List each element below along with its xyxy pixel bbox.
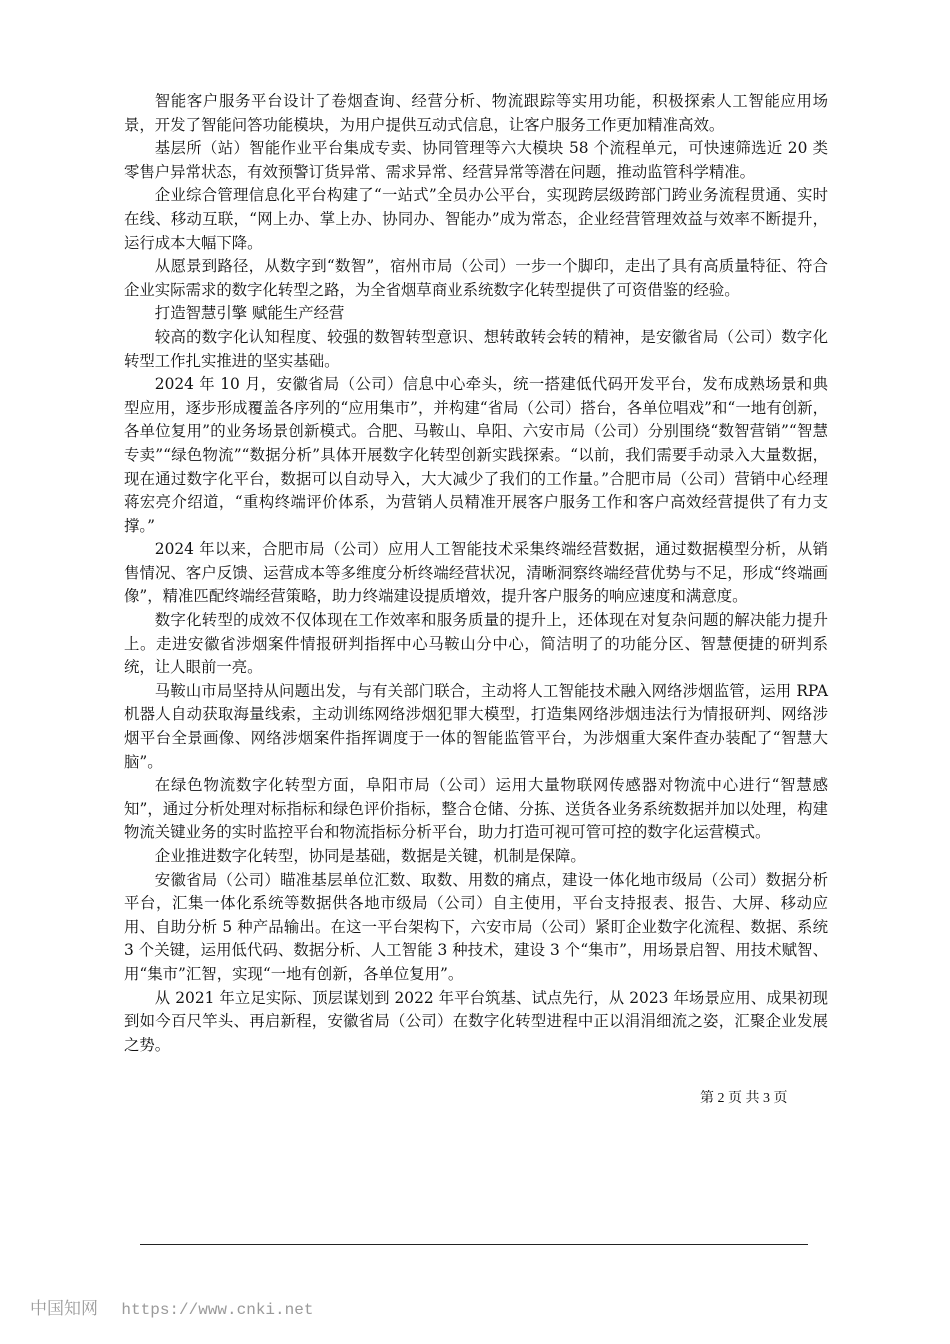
paragraph: 智能客户服务平台设计了卷烟查询、经营分析、物流跟踪等实用功能，积极探索人工智能应用场景，开发了智能问答功能模块，为用户提供互动式信息，让客户服务工作更加精准高效。 <box>124 92 828 134</box>
paragraph: 基层所（站）智能作业平台集成专卖、协同管理等六大模块 58 个流程单元，可快速筛选近 20 类零售户异常状态，有效预警订货异常、需求异常、经营异常等潜在问题，推动监管科学精准。 <box>124 139 828 181</box>
watermark <box>30 1294 313 1319</box>
paragraph: 从 2021 年立足实际、顶层谋划到 2022 年平台筑基、试点先行，从 2023 年场景应用、成果初现到如今百尺竿头、再启新程，安徽省局（公司）在数字化转型进程中正以涓涓细流之姿，汇聚企业发展之势。 <box>124 988 828 1054</box>
paragraph: 企业推进数字化转型，协同是基础，数据是关键，机制是保障。 <box>154 847 586 865</box>
paragraph: 企业综合管理信息化平台构建了“一站式”全员办公平台，实现跨层级跨部门跨业务流程贯通、实时在线、移动互联，“网上办、掌上办、协同办、智能办”成为常态，企业经营管理效益与效率不断提升，运行成本大幅下降。 <box>124 186 828 252</box>
paragraph: 安徽省局（公司）瞄准基层单位汇数、取数、用数的痛点，建设一体化地市级局（公司）数据分析平台，汇集一体化系统等数据供各地市级局（公司）自主使用，平台支持报表、报告、大屏、移动应用、自助分析 5 种产品输出。在这一平台架构下，六安市局（公司）紧盯企业数字化流程、数据、系统 3 个关键，运用低代码、数据分析、人工智能 3 种技术，建设 3 个“集市”，用场景启智、用技术赋智、用“集市”汇智，实现“一地有创新，各单位复用”。 <box>124 870 828 983</box>
paragraph: 马鞍山市局坚持从问题出发，与有关部门联合，主动将人工智能技术融入网络涉烟监管，运用 RPA 机器人自动获取海量线索，主动训练网络涉烟犯罪大模型，打造集网络涉烟违法行为情报研判、网络涉烟平台全景画像、网络涉烟案件指挥调度于一体的智能监管平台，为涉烟重大案件查办装配了“智慧大脑”。 <box>124 681 828 771</box>
paragraph: 较高的数字化认知程度、较强的数智转型意识、想转敢转会转的精神，是安徽省局（公司）数字化转型工作扎实推进的坚实基础。 <box>124 327 828 370</box>
page-number: 第 2 页 共 3 页 <box>700 1091 788 1106</box>
section-heading: 打造智慧引擎 赋能生产经营 <box>154 304 345 323</box>
paragraph: 在绿色物流数字化转型方面，阜阳市局（公司）运用大量物联网传感器对物流中心进行“智慧感知”，通过分析处理对标指标和绿色评价指标，整合仓储、分拣、送货各业务系统数据并加以处理，构建物流关键业务的实时监控平台和物流指标分析平台，助力打造可视可管可控的数字化运营模式。 <box>124 776 828 842</box>
paragraph: 从愿景到路径，从数字到“数智”，宿州市局（公司）一步一个脚印，走出了具有高质量特征、符合企业实际需求的数字化转型之路，为全省烟草商业系统数字化转型提供了可资借鉴的经验。 <box>124 257 828 299</box>
watermark-brand: 中国知网 <box>30 1299 98 1319</box>
paragraph: 2024 年以来，合肥市局（公司）应用人工智能技术采集终端经营数据，通过数据模型分析，从销售情况、客户反馈、运营成本等多维度分析终端经营状况，清晰洞察终端经营优势与不足，形成“终端画像”，精准匹配终端经营策略，助力终端建设提质增效，提升客户服务的响应速度和满意度。 <box>124 540 828 606</box>
footer-divider <box>140 1244 808 1245</box>
article-body <box>124 90 828 1057</box>
paragraph: 2024 年 10 月，安徽省局（公司）信息中心牵头，统一搭建低代码开发平台，发布成熟场景和典型应用，逐步形成覆盖各序列的“应用集市”，并构建“省局（公司）搭台，各单位唱戏”和“一地有创新，各单位复用”的业务场景创新模式。合肥、马鞍山、阜阳、六安市局（公司）分别围绕“数智营销”“智慧专卖”“绿色物流”“数据分析”具体开展数字化转型创新实践探索。“以前，我们需要手动录入大量数据，现在通过数字化平台，数据可以自动导入，大大减少了我们的工作量。”合肥市局（公司）营销中心经理蒋宏亮介绍道，“重构终端评价体系，为营销人员精准开展客户服务工作和客户高效经营提供了有力支撑。” <box>124 375 828 535</box>
paragraph: 数字化转型的成效不仅体现在工作效率和服务质量的提升上，还体现在对复杂问题的解决能力提升上。走进安徽省涉烟案件情报研判指挥中心马鞍山分中心，简洁明了的功能分区、智慧便捷的研判系统，让人眼前一亮。 <box>124 611 828 677</box>
watermark-url[interactable]: https://www.cnki.net <box>121 1301 314 1319</box>
